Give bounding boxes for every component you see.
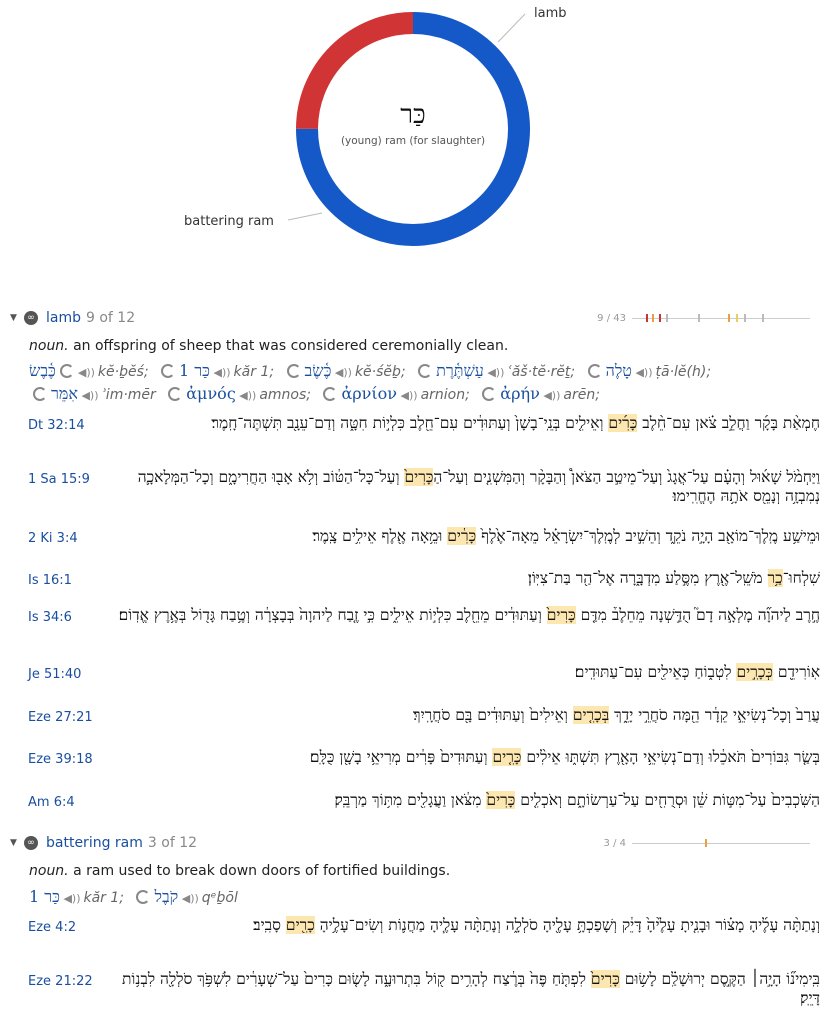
word-form[interactable]: כֶּ֫שֶׂב ◀)) kĕ·śĕḇ; <box>283 364 406 380</box>
highlighted-word[interactable]: כָּרִים֙ <box>486 791 516 809</box>
word-forms-list <box>29 886 819 909</box>
speaker-icon[interactable]: ◀)) <box>77 366 95 379</box>
verse-reference-link[interactable]: Is 16:1 <box>28 573 72 588</box>
verse-row <box>28 468 820 512</box>
sense-count: 9 of 12 <box>86 310 136 326</box>
minimap-tick <box>736 314 738 322</box>
word-form[interactable]: ἀμνός ◀)) amnos; <box>164 387 311 403</box>
verse-reference-link[interactable]: Eze 4:2 <box>28 920 77 935</box>
verse-reference-link[interactable]: Dt 32:14 <box>28 418 85 433</box>
verse-row <box>28 970 820 1014</box>
center-hebrew-word: כַּר <box>400 100 426 130</box>
verse-reference-link[interactable]: Eze 21:22 <box>28 974 93 989</box>
verse-reference-link[interactable]: Je 51:40 <box>28 667 82 682</box>
word-form[interactable]: עַשְׁתֶּ֫רֶת ◀)) ʿăš·tĕ·rĕṯ; <box>414 364 575 380</box>
word-form[interactable]: טָלֶה ◀)) ṭā·lĕ(h); <box>584 364 711 380</box>
verse-reference-link[interactable]: Am 6:4 <box>28 795 75 810</box>
collapse-triangle-icon[interactable]: ▼ <box>10 313 17 323</box>
occurrence-minimap[interactable] <box>604 836 810 850</box>
collapse-triangle-icon[interactable]: ▼ <box>10 838 17 848</box>
minimap-tick <box>698 314 700 322</box>
verse-row <box>28 791 820 817</box>
minimap-count: 3 / 4 <box>603 837 626 849</box>
highlighted-word[interactable]: בְּכָרִ֤ים <box>572 706 610 724</box>
verse-row <box>28 706 820 732</box>
highlighted-word[interactable]: כְּכָרִ֣ים <box>736 663 773 681</box>
verse-reference-link[interactable]: Eze 27:21 <box>28 710 93 725</box>
speaker-icon[interactable]: ◀)) <box>631 366 653 379</box>
verse-text: חֶ֣רֶב לַיהוָ֞ה מָלְאָ֣ה דָם֮ הֻדַּ֣שְׁנָה מֵחֵלֶב֒ מִדַּ֤ם כָּרִים֙ וְעַתּוּדִ֔ים מֵחֵ֖לֶב כִּלְי֣וֹת אֵילִ֑ים כִּ֣י זֶ֤בַח לַיהוָה֙ בְּבָצְרָ֔ה וְטֶ֥בַח גָּד֖וֹל בְּאֶ֥רֶץ אֱדֽוֹם׃ <box>118 606 820 624</box>
word-form[interactable]: כַּר 1 ◀)) kăr 1; <box>29 887 125 906</box>
verse-row <box>28 569 820 595</box>
verse-row <box>28 527 820 553</box>
highlighted-word[interactable]: כָּרִ֜ים <box>608 414 638 432</box>
minimap-tick <box>728 314 730 322</box>
link-icon[interactable] <box>168 387 182 401</box>
word-form[interactable]: אִמֵּר ◀)) ʾim·mēr <box>29 387 156 403</box>
minimap-tick <box>659 314 661 322</box>
verse-reference-link[interactable]: Eze 39:18 <box>28 752 93 767</box>
word-form[interactable]: ἀρνίον ◀)) arnion; <box>319 387 469 403</box>
minimap-tick <box>666 314 668 322</box>
highlighted-word[interactable]: כָּרִ֔ים <box>447 527 477 545</box>
link-icon[interactable] <box>588 364 602 378</box>
minimap-tick <box>762 314 764 322</box>
battering-ram-label[interactable]: battering ram <box>184 214 274 229</box>
sense-icon: ∞ <box>24 311 38 325</box>
lamb-leader-line <box>498 14 525 42</box>
verse-row <box>28 663 820 689</box>
highlighted-word[interactable]: כָרִ֖ים <box>285 916 315 934</box>
verse-text: חֶמְאַ֨ת בָּקָ֜ר וַחֲלֵ֣ב צֹ֗אן עִם־חֵ֨לֶב כָּרִ֜ים וְאֵילִ֤ים בְּנֵֽי־בָשָׁן֙ וְעַתּוּדִ֔ים עִם־חֵ֖לֶב כִּלְי֣וֹת חִטָּ֑ה וְדַם־עֵנָ֖ב תִּשְׁתֶּה־חָֽמֶר׃ <box>211 414 820 432</box>
verse-row <box>28 606 820 650</box>
speaker-icon[interactable]: ◀)) <box>397 389 418 402</box>
sense-icon: ∞ <box>24 836 38 850</box>
donut-svg <box>0 0 828 300</box>
sense-header-battering-ram[interactable] <box>10 832 818 854</box>
verse-text: בִּֽימִינ֞וֹ הָיָ֣ה׀ הַקֶּ֣סֶם יְרוּשָׁלִַ֗ם לָשׂ֥וּם כָּרִים֙ לִפְתֹּ֤חַ פֶּה֙ בְּרֶ֔צַח לְהָרִ֥ים ק֖וֹל בִּתְרוּעָ֑ה לָשׂ֤וּם כָּרִים֙ עַל־שְׁעָרִ֔ים לִשְׁפֹּ֥ךְ סֹלְלָ֖ה לִבְנ֥וֹת דָּיֵֽק׃ <box>121 970 820 1007</box>
center-gloss: (young) ram (for slaughter) <box>340 135 486 147</box>
sense-definition: noun. an offspring of sheep that was considered ceremonially clean. <box>29 338 509 354</box>
word-form[interactable]: ἀρήν ◀)) arēn; <box>478 387 600 403</box>
highlighted-word[interactable]: כָּרִים֙ <box>546 606 576 624</box>
link-icon[interactable] <box>418 364 432 378</box>
speaker-icon[interactable]: ◀)) <box>77 389 99 402</box>
word-form[interactable]: קֹבֶל ◀)) qᵉḇōl <box>132 890 237 906</box>
link-icon[interactable] <box>161 364 175 378</box>
highlighted-word[interactable]: כָּרִים֙ <box>404 468 434 486</box>
link-icon[interactable] <box>136 890 150 904</box>
link-icon[interactable] <box>287 364 301 378</box>
verse-row <box>28 414 820 458</box>
sense-definition: noun. a ram used to break down doors of fortified buildings. <box>29 863 451 879</box>
speaker-icon[interactable]: ◀)) <box>235 389 257 402</box>
link-icon[interactable] <box>323 387 337 401</box>
sense-donut-chart <box>0 0 828 300</box>
lamb-label[interactable]: lamb <box>534 6 567 21</box>
link-icon[interactable] <box>60 364 74 378</box>
highlighted-word[interactable]: כָּרִים֙ <box>590 970 620 988</box>
verse-text: בְּשַׂ֤ר גִּבּוֹרִים֙ תֹּאכֵ֔לוּ וְדַם־נְשִׂיאֵ֥י הָאָ֖רֶץ תִּשְׁתּ֑וּ אֵילִ֨ים כָּרִ֤ים וְעַתּוּדִים֙ פָּרִ֔ים מְרִיאֵ֥י בָשָׁ֖ן כֻּלָּֽם׃ <box>309 748 820 766</box>
occurrence-minimap[interactable] <box>597 311 810 325</box>
sense-header-lamb[interactable] <box>10 307 818 329</box>
link-icon[interactable] <box>33 387 47 401</box>
word-form[interactable]: כַּר 1 ◀)) kăr 1; <box>157 364 274 380</box>
minimap-tick <box>652 314 654 322</box>
sense-name[interactable]: lamb <box>46 310 81 326</box>
verse-reference-link[interactable]: 2 Ki 3:4 <box>28 531 78 546</box>
minimap-track[interactable] <box>632 311 810 325</box>
speaker-icon[interactable]: ◀)) <box>59 892 81 905</box>
word-forms-list <box>29 360 819 406</box>
word-form[interactable]: כֶּ֫בֶשׂ ◀)) kĕ·ḇĕś; <box>29 361 149 380</box>
speaker-icon[interactable]: ◀)) <box>178 892 199 905</box>
speaker-icon[interactable]: ◀)) <box>483 366 505 379</box>
verse-text: וַיַּחְמֹ֨ל שָׁא֜וּל וְהָעָ֗ם עַל־אֲגָג֙ וְעַל־מֵיטַ֣ב הַצֹּאן֩ וְהַבָּקָ֨ר וְהַמִּשְׁנִ֤ים וְעַל־הַכָּרִים֙ וְעַל־כָּל־הַטּ֔וֹב וְלֹ֥א אָב֖וּ הַחֲרִימָ֑ם וְכָל־הַמְּלָאכָ֛ה נְמִבְזָ֥ה וְנָמֵ֖ס אֹתָ֥הּ הֶחֱרִֽימוּ׃ <box>137 468 820 505</box>
verse-row <box>28 748 820 774</box>
verse-text: שִׁלְחוּ־כַ֥ר מֹשֵֽׁל־אֶ֖רֶץ מִסֶּ֣לַע מִדְבָּ֑רָה אֶל־הַ֖ר בַּת־צִיּֽוֹן׃ <box>527 569 820 587</box>
highlighted-word[interactable]: כָּרִ֤ים <box>492 748 522 766</box>
sense-name[interactable]: battering ram <box>46 835 143 851</box>
minimap-tick <box>744 314 746 322</box>
verse-reference-link[interactable]: Is 34:6 <box>28 610 72 625</box>
speaker-icon[interactable]: ◀)) <box>331 366 352 379</box>
verse-text: וְנָתַתָּ֨ה עָלֶ֜יהָ מָצ֗וֹר וּבָנִ֤יתָ עָלֶ֙יהָ֙ דָּיֵ֔ק וְשָׁפַכְתָּ֥ עָלֶ֖יהָ סֹלְלָ֑ה וְנָתַתָּ֨ה עָלֶ֧יהָ מַחֲנ֛וֹת וְשִׂים־עָלֶ֥יהָ כָרִ֖ים סָבִֽיב׃ <box>253 916 820 934</box>
minimap-tick <box>646 314 648 322</box>
verse-text: וּמֵישַׁ֥ע מֶֽלֶךְ־מוֹאָ֖ב הָיָ֣ה נֹקֵ֑ד וְהֵשִׁ֣יב לְמֶֽלֶךְ־יִשְׂרָאֵ֗ל מֵאָה־אֶ֙לֶף֙ כָּרִ֔ים וּמֵ֥אָה אֶ֖לֶף אֵילִ֥ים צָֽמֶר׃ <box>312 527 820 545</box>
battering-leader-line <box>288 213 322 220</box>
verse-text: אֽוֹרִידֵ֖ם כְּכָרִ֣ים לִטְב֑וֹחַ כְּאֵילִ֖ים עִם־עַתּוּדִֽים׃ <box>574 663 820 681</box>
speaker-icon[interactable]: ◀)) <box>210 366 231 379</box>
verse-text: עֲרַב֙ וְכָל־נְשִׂיאֵ֣י קֵדָ֔ר הֵ֖מָּה סֹחֲרֵ֣י יָדֵ֑ךְ בְּכָרִ֤ים וְאֵילִים֙ וְעַתּוּדִ֔ים בָּ֖ם סֹחֲרָֽיִךְ׃ <box>413 706 820 724</box>
link-icon[interactable] <box>482 387 496 401</box>
speaker-icon[interactable]: ◀)) <box>539 389 561 402</box>
verse-text: הַשֹּֽׁכְבִים֙ עַל־מִטּ֣וֹת שֵׁ֔ן וּסְרֻחִ֖ים עַל־עַרְשׂוֹתָ֑ם וְאֹכְלִ֤ים כָּרִים֙ מִצֹּ֔אן וַעֲגָלִ֖ים מִתּ֥וֹךְ מַרְבֵּֽק׃ <box>334 791 820 809</box>
sense-count: 3 of 12 <box>147 835 198 851</box>
minimap-count: 9 / 43 <box>597 312 626 324</box>
minimap-track[interactable] <box>632 836 810 850</box>
verse-row <box>28 916 820 960</box>
highlighted-word[interactable]: כַ֥ר <box>767 569 783 587</box>
minimap-tick <box>705 839 707 847</box>
verse-reference-link[interactable]: 1 Sa 15:9 <box>28 472 90 487</box>
